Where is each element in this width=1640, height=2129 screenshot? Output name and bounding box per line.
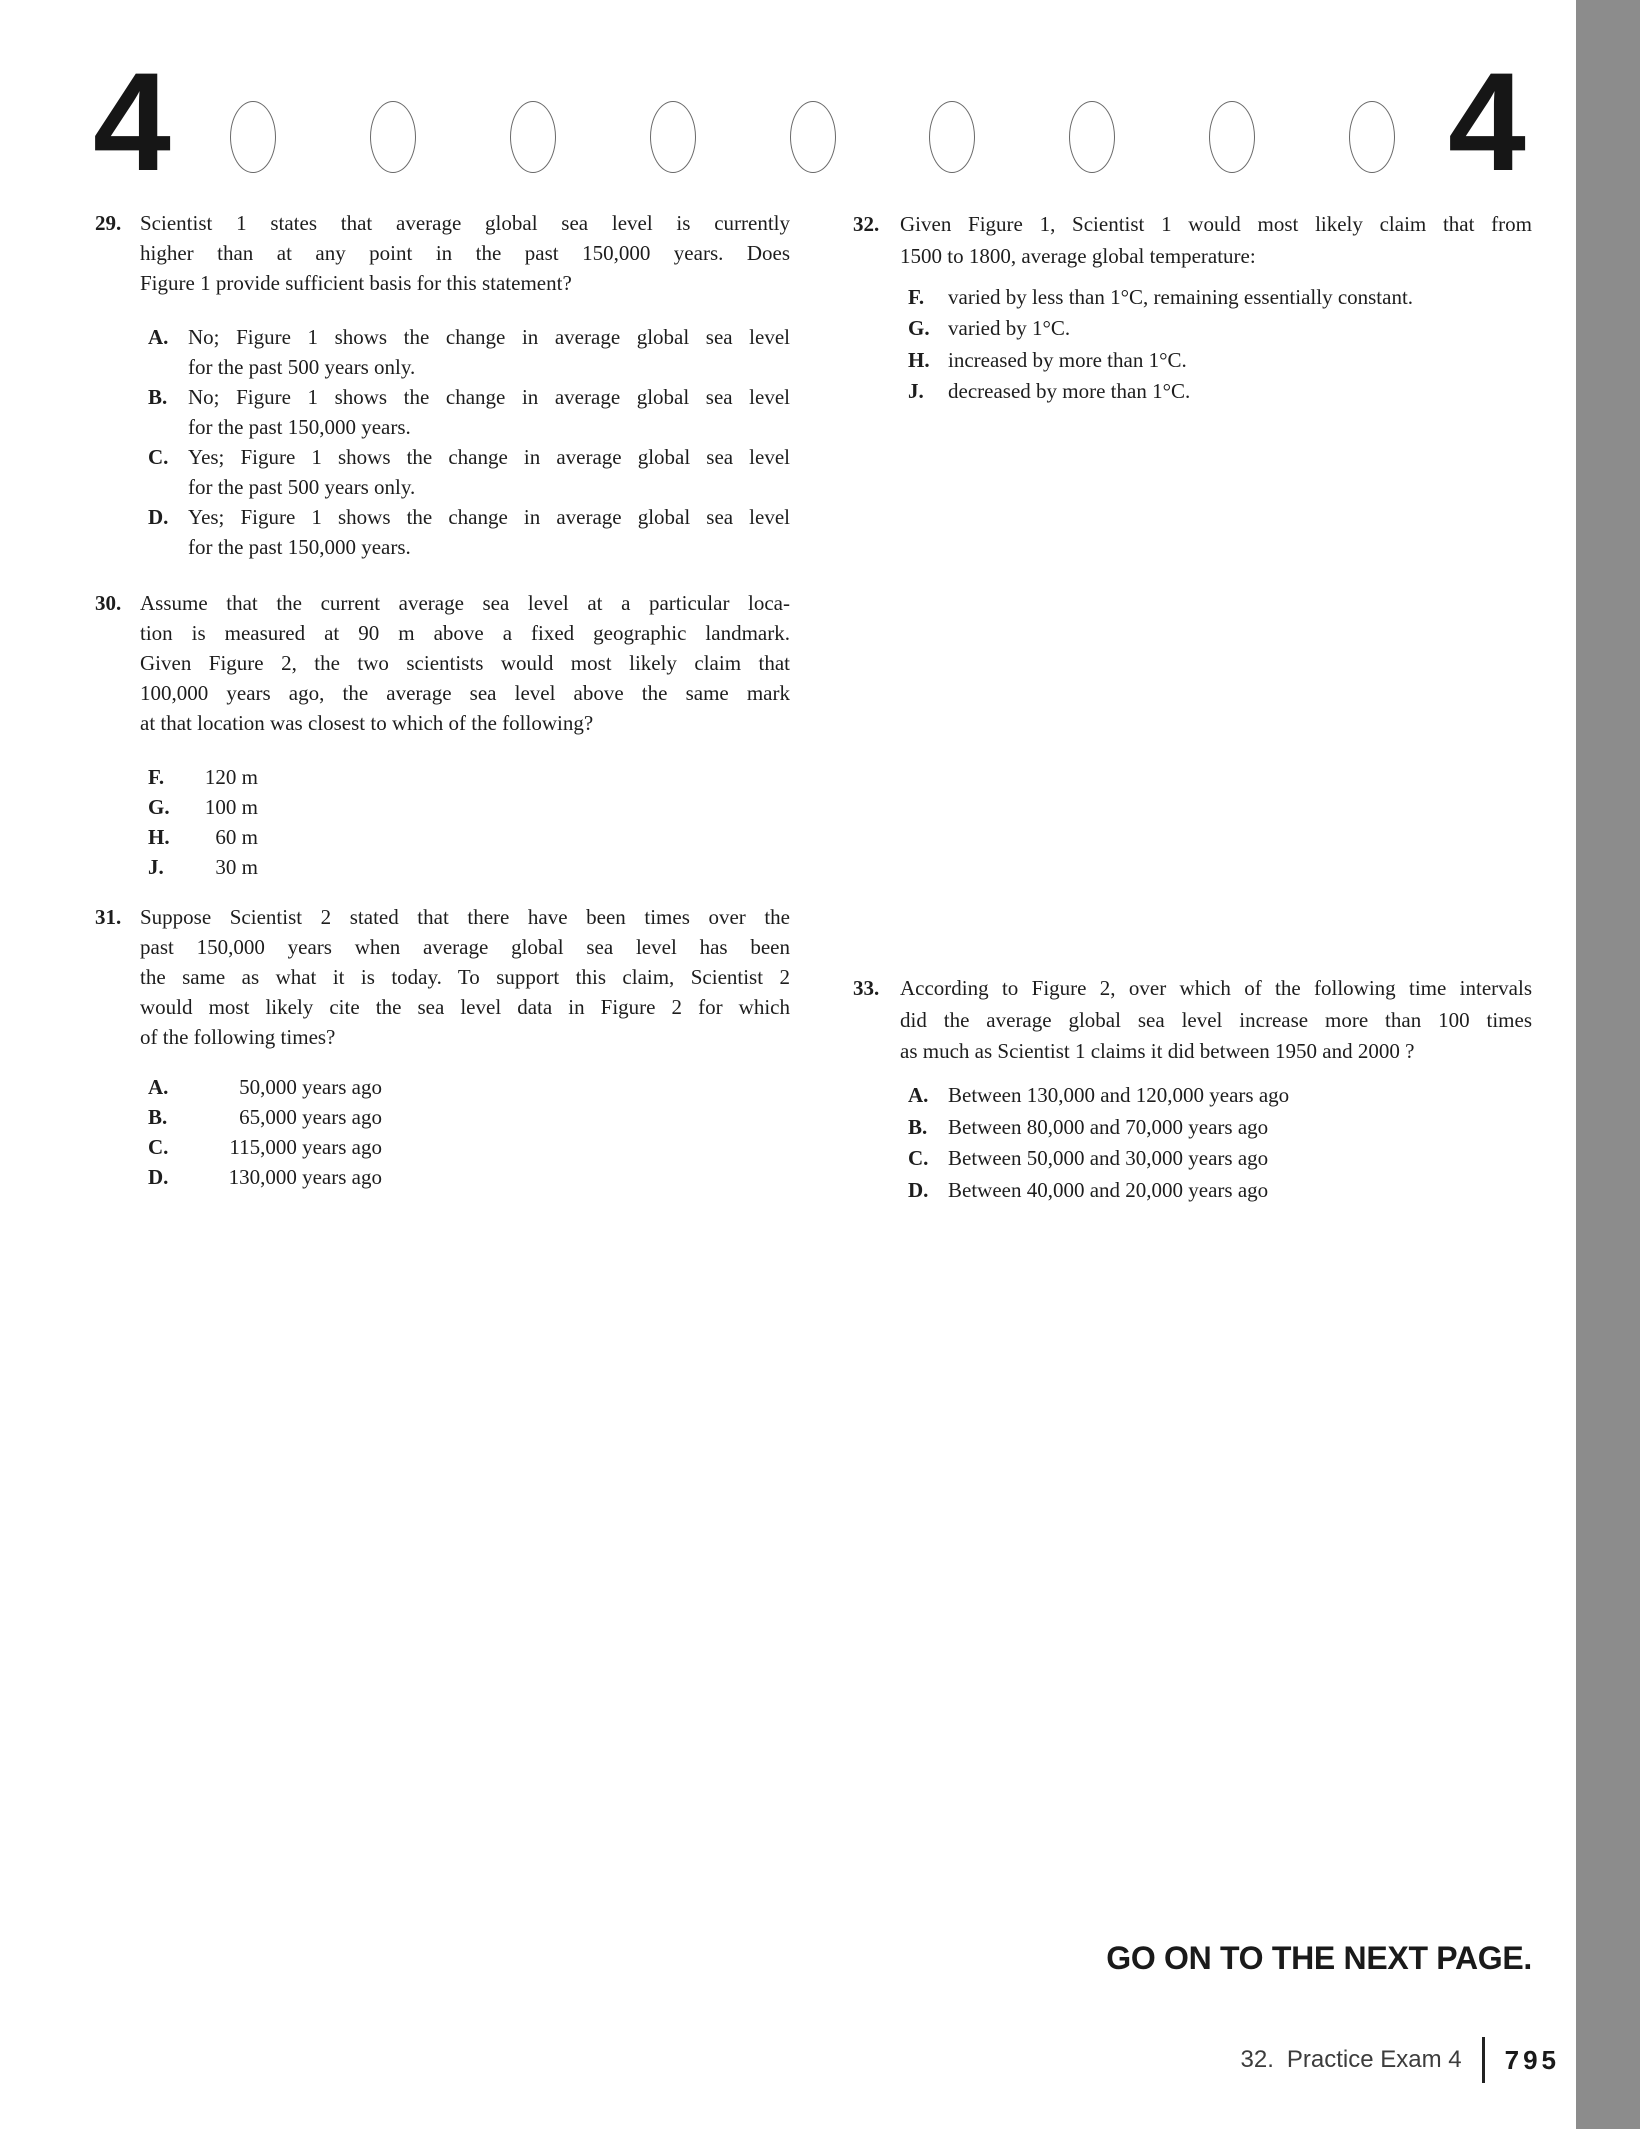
option-line: for the past 150,000 years. xyxy=(188,535,411,559)
option-line: No; Figure 1 shows the change in average global sea level xyxy=(188,385,790,409)
answer-bubble xyxy=(230,101,276,173)
question-stem xyxy=(140,208,790,298)
option-text: Between 50,000 and 30,000 years ago xyxy=(948,1146,1269,1170)
option-letter: A. xyxy=(908,1083,929,1107)
answer-bubble xyxy=(929,101,975,173)
option-text: 130,000 years ago xyxy=(228,1165,382,1189)
option-letter: D. xyxy=(908,1178,929,1202)
stem-line: higher than at any point in the past 150,000 years. Does xyxy=(140,241,790,265)
section-number-right: 4 xyxy=(1448,43,1522,200)
option-letter: C. xyxy=(148,1135,169,1159)
option-text: increased by more than 1°C. xyxy=(948,348,1187,372)
option-line: Yes; Figure 1 shows the change in average global sea level xyxy=(188,445,790,469)
option-letter: F. xyxy=(908,285,925,309)
stem-line: 1500 to 1800, average global temperature: xyxy=(900,243,1256,268)
option-text: varied by less than 1°C, remaining essentially constant. xyxy=(948,285,1414,309)
stem-line: would most likely cite the sea level data in Figure 2 for which xyxy=(140,995,790,1019)
page-edge-band xyxy=(1576,0,1640,2129)
answer-bubble xyxy=(1209,101,1255,173)
stem-line: as much as Scientist 1 claims it did between 1950 and 2000 ? xyxy=(900,1039,1415,1063)
option-line: No; Figure 1 shows the change in average global sea level xyxy=(188,325,790,349)
answer-bubble xyxy=(650,101,696,173)
stem-line: at that location was closest to which of the following? xyxy=(140,711,594,735)
option-text: varied by 1°C. xyxy=(948,316,1071,340)
option-letter: A. xyxy=(148,1075,169,1099)
answer-bubble xyxy=(370,101,416,173)
answer-bubble-row xyxy=(230,100,1395,174)
stem-line: 100,000 years ago, the average sea level above the same mark xyxy=(140,681,790,705)
footer-page-info xyxy=(1000,2034,1560,2086)
go-on-instruction: GO ON TO THE NEXT PAGE. xyxy=(1106,1940,1532,1976)
option-text: 60 m xyxy=(215,825,258,849)
option-letter: J. xyxy=(908,379,924,403)
option-line: for the past 500 years only. xyxy=(188,355,416,379)
section-number-left: 4 xyxy=(93,43,167,200)
option-letter: G. xyxy=(908,316,930,340)
option-letter: J. xyxy=(148,855,164,879)
footer-book-label: Practice Exam 4 xyxy=(1286,2046,1462,2073)
option-letter: H. xyxy=(148,825,170,849)
option-letter: G. xyxy=(148,795,170,819)
question-number: 31. xyxy=(95,905,122,929)
answer-bubble xyxy=(1349,101,1395,173)
question-number: 33. xyxy=(853,976,880,1000)
option-letter: D. xyxy=(148,1165,169,1189)
stem-line: Assume that the current average sea level at a particular loca- xyxy=(140,591,790,615)
stem-line: the same as what it is today. To support this claim, Scientist 2 xyxy=(140,965,790,989)
option-text: 100 m xyxy=(204,795,258,819)
option-letter: H. xyxy=(908,348,930,372)
option-letter: B. xyxy=(148,385,168,409)
answer-bubble xyxy=(1069,101,1115,173)
question-number: 30. xyxy=(95,591,122,615)
stem-line: According to Figure 2, over which of the following time intervals xyxy=(900,976,1532,1000)
option-text xyxy=(188,322,790,382)
stem-line: Figure 1 provide sufficient basis for this statement? xyxy=(140,271,572,295)
option-letter: F. xyxy=(148,765,165,789)
stem-line: Given Figure 2, the two scientists would most likely claim that xyxy=(140,651,790,675)
option-letter: C. xyxy=(908,1146,929,1170)
question-stem xyxy=(140,902,790,1052)
option-text: decreased by more than 1°C. xyxy=(948,379,1191,403)
question-stem xyxy=(900,209,1532,272)
option-letter: B. xyxy=(148,1105,168,1129)
option-text: Between 80,000 and 70,000 years ago xyxy=(948,1115,1269,1139)
footer-section-label: 32. xyxy=(1240,2046,1274,2073)
option-line: for the past 500 years only. xyxy=(188,475,416,499)
option-text: Between 40,000 and 20,000 years ago xyxy=(948,1178,1269,1202)
question-number: 29. xyxy=(95,211,122,235)
option-text: 50,000 years ago xyxy=(239,1075,382,1099)
option-text xyxy=(188,382,790,442)
stem-line: of the following times? xyxy=(140,1025,336,1049)
question-number: 32. xyxy=(853,212,880,236)
option-text: 30 m xyxy=(215,855,258,879)
option-line: for the past 150,000 years. xyxy=(188,415,411,439)
option-text: 115,000 years ago xyxy=(229,1135,382,1159)
option-text: Between 130,000 and 120,000 years ago xyxy=(948,1083,1290,1107)
option-line: Yes; Figure 1 shows the change in average global sea level xyxy=(188,505,790,529)
footer-page-number: 795 xyxy=(1504,2044,1560,2075)
stem-line: Suppose Scientist 2 stated that there have been times over the xyxy=(140,905,790,929)
footer-divider xyxy=(1482,2037,1485,2083)
question-stem xyxy=(900,973,1532,1068)
stem-line: did the average global sea level increase more than 100 times xyxy=(900,1007,1532,1032)
option-text xyxy=(188,502,790,562)
option-letter: D. xyxy=(148,505,169,529)
stem-line: Given Figure 1, Scientist 1 would most likely claim that from xyxy=(900,212,1532,236)
question-stem xyxy=(140,588,790,738)
option-text: 120 m xyxy=(204,765,258,789)
option-letter: C. xyxy=(148,445,169,469)
option-text xyxy=(188,442,790,502)
answer-bubble xyxy=(790,101,836,173)
answer-bubble xyxy=(510,101,556,173)
option-letter: A. xyxy=(148,325,169,349)
option-letter: B. xyxy=(908,1115,928,1139)
stem-line: Scientist 1 states that average global sea level is currently xyxy=(140,211,790,235)
option-text: 65,000 years ago xyxy=(239,1105,382,1129)
stem-line: past 150,000 years when average global sea level has been xyxy=(140,935,790,959)
stem-line: tion is measured at 90 m above a fixed geographic landmark. xyxy=(140,621,790,645)
